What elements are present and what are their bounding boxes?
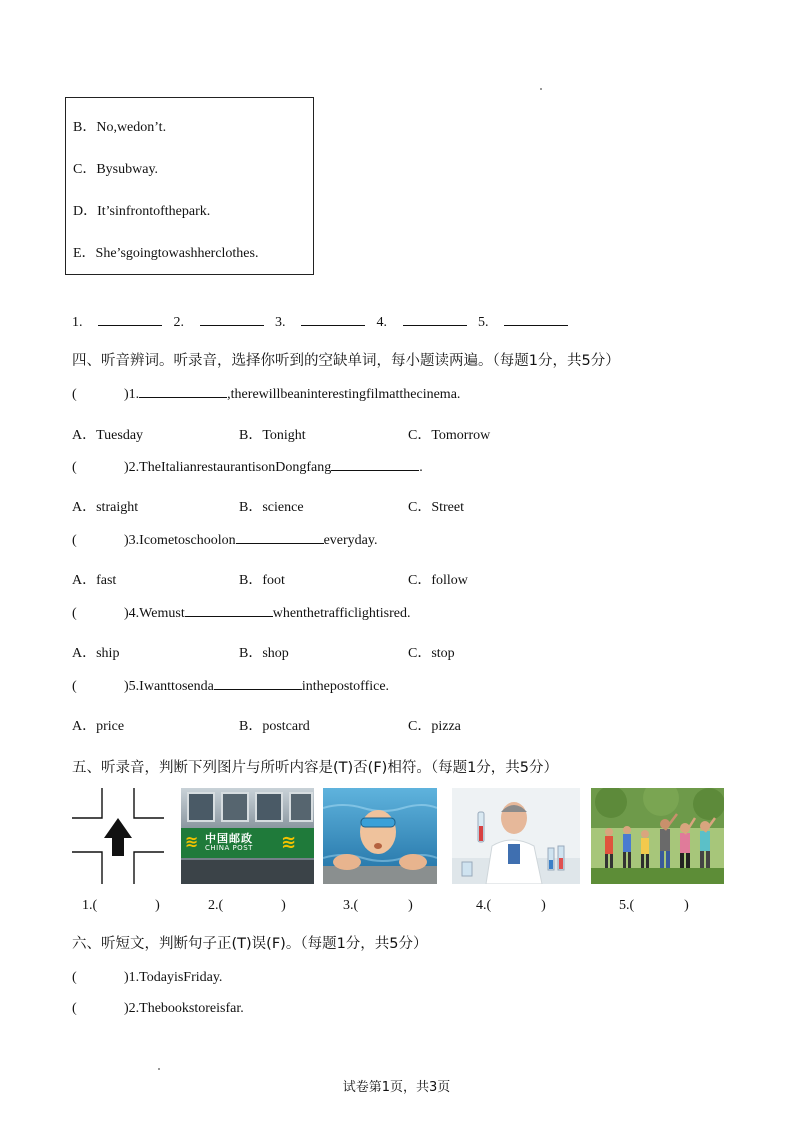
arrow-up-icon	[104, 818, 132, 856]
option-c: C．Bysubway.	[73, 162, 159, 177]
question-2	[72, 460, 423, 476]
picture-label-4[interactable]	[476, 898, 546, 914]
question-blank[interactable]	[185, 616, 273, 617]
answer-paren[interactable]: (	[72, 1001, 77, 1016]
speck	[540, 88, 542, 90]
picture-label-3[interactable]	[343, 898, 413, 914]
answer-paren[interactable]: (	[72, 533, 77, 548]
choice-a[interactable]: A．Tuesday	[72, 428, 144, 443]
choice-a[interactable]: A．fast	[72, 573, 117, 588]
question-blank[interactable]	[214, 689, 302, 690]
question-number: )1.	[124, 387, 140, 402]
answer-paren[interactable]: (	[72, 387, 77, 402]
choice-b[interactable]: B．postcard	[239, 719, 310, 734]
choice-c[interactable]: C．stop	[408, 646, 455, 661]
label-close: )	[281, 898, 286, 913]
label-close: )	[408, 898, 413, 913]
answer-paren[interactable]: (	[72, 970, 77, 985]
answer-blank-4[interactable]	[403, 325, 467, 326]
choice-a[interactable]: A．ship	[72, 646, 120, 661]
section6-item-1	[72, 970, 222, 986]
label-open: 3.(	[343, 898, 359, 913]
label-open: 4.(	[476, 898, 492, 913]
label-open: 5.(	[619, 898, 635, 913]
question-text-after: .	[419, 460, 423, 475]
picture-label-5[interactable]	[619, 898, 689, 914]
post-logo-icon: ≋	[185, 832, 199, 851]
answer-label-5: 5.	[478, 315, 489, 330]
label-close: )	[541, 898, 546, 913]
choice-b[interactable]: B．foot	[239, 573, 285, 588]
page-footer: 试卷第1页，共3页	[342, 1080, 451, 1095]
answer-paren[interactable]: (	[72, 679, 77, 694]
answer-label-1: 1.	[72, 315, 83, 330]
question-text-before: TheItalianrestaurantisonDongfang	[139, 460, 332, 475]
section5-title: 五、听录音，判断下列图片与所听内容是(T)否(F)相符。（每题1分，共5分）	[72, 760, 559, 776]
question-number: )2.	[124, 460, 140, 475]
choice-b[interactable]: B．shop	[239, 646, 289, 661]
answer-blank-1[interactable]	[98, 325, 162, 326]
label-close: )	[155, 898, 160, 913]
label-open: 1.(	[82, 898, 98, 913]
option-b: B．No,wedon’t.	[73, 120, 167, 135]
question-text-after: everyday.	[323, 533, 378, 548]
answer-row	[72, 315, 568, 331]
post-sign-cn: 中国邮政	[205, 832, 253, 845]
choice-c[interactable]: C．follow	[408, 573, 468, 588]
swimming-picture	[323, 788, 437, 884]
label-close: )	[684, 898, 689, 913]
question-number: )4.	[124, 606, 140, 621]
crossroad-picture	[72, 788, 164, 884]
label-open: 2.(	[208, 898, 224, 913]
choice-c[interactable]: C．pizza	[408, 719, 461, 734]
answer-label-3: 3.	[275, 315, 286, 330]
question-number: )5.	[124, 679, 140, 694]
question-1	[72, 387, 460, 403]
post-logo-icon-2: ≋	[281, 832, 297, 853]
answer-blank-2[interactable]	[200, 325, 264, 326]
scientist-picture	[452, 788, 580, 884]
question-3	[72, 533, 378, 549]
answer-blank-3[interactable]	[301, 325, 365, 326]
answer-paren[interactable]: (	[72, 606, 77, 621]
section4-title: 四、听音辨词。听录音，选择你听到的空缺单词，每小题读两遍。（每题1分，共5分）	[72, 353, 620, 369]
question-5	[72, 679, 389, 695]
answer-blank-5[interactable]	[504, 325, 568, 326]
choice-c[interactable]: C．Street	[408, 500, 464, 515]
answer-paren[interactable]: (	[72, 460, 77, 475]
question-text-after: ,therewillbeaninterestingfilmatthecinema.	[227, 387, 461, 402]
speck	[158, 1068, 160, 1070]
post-sign-en: CHINA POST	[205, 844, 253, 852]
section6-title: 六、听短文，判断句子正(T)误(F)。（每题1分，共5分）	[72, 936, 428, 952]
answer-label-4: 4.	[376, 315, 387, 330]
question-blank[interactable]	[236, 543, 324, 544]
question-blank[interactable]	[331, 470, 419, 471]
choice-a[interactable]: A．straight	[72, 500, 139, 515]
question-blank[interactable]	[139, 397, 227, 398]
choice-c[interactable]: C．Tomorrow	[408, 428, 491, 443]
question-text-after: inthepostoffice.	[301, 679, 390, 694]
question-text-before: Wemust	[139, 606, 185, 621]
question-text-before: Icometoschoolon	[139, 533, 236, 548]
question-text-after: whenthetrafficlightisred.	[272, 606, 411, 621]
choice-b[interactable]: B．science	[239, 500, 304, 515]
picture-label-2[interactable]	[208, 898, 286, 914]
option-d: D．It’sinfrontofthepark.	[73, 204, 211, 219]
statement-text: )2.Thebookstoreisfar.	[124, 1001, 244, 1016]
section6-item-2	[72, 1001, 244, 1017]
choice-b[interactable]: B．Tonight	[239, 428, 306, 443]
exercise-picture	[591, 788, 724, 884]
question-text-before: Iwanttosenda	[139, 679, 214, 694]
options-box	[65, 97, 314, 275]
choice-a[interactable]: A．price	[72, 719, 125, 734]
question-4	[72, 606, 410, 622]
picture-label-1[interactable]	[82, 898, 160, 914]
post-office-picture	[181, 788, 314, 884]
question-number: )3.	[124, 533, 140, 548]
answer-label-2: 2.	[173, 315, 184, 330]
option-e: E．She’sgoingtowashherclothes.	[73, 246, 259, 261]
statement-text: )1.TodayisFriday.	[124, 970, 223, 985]
